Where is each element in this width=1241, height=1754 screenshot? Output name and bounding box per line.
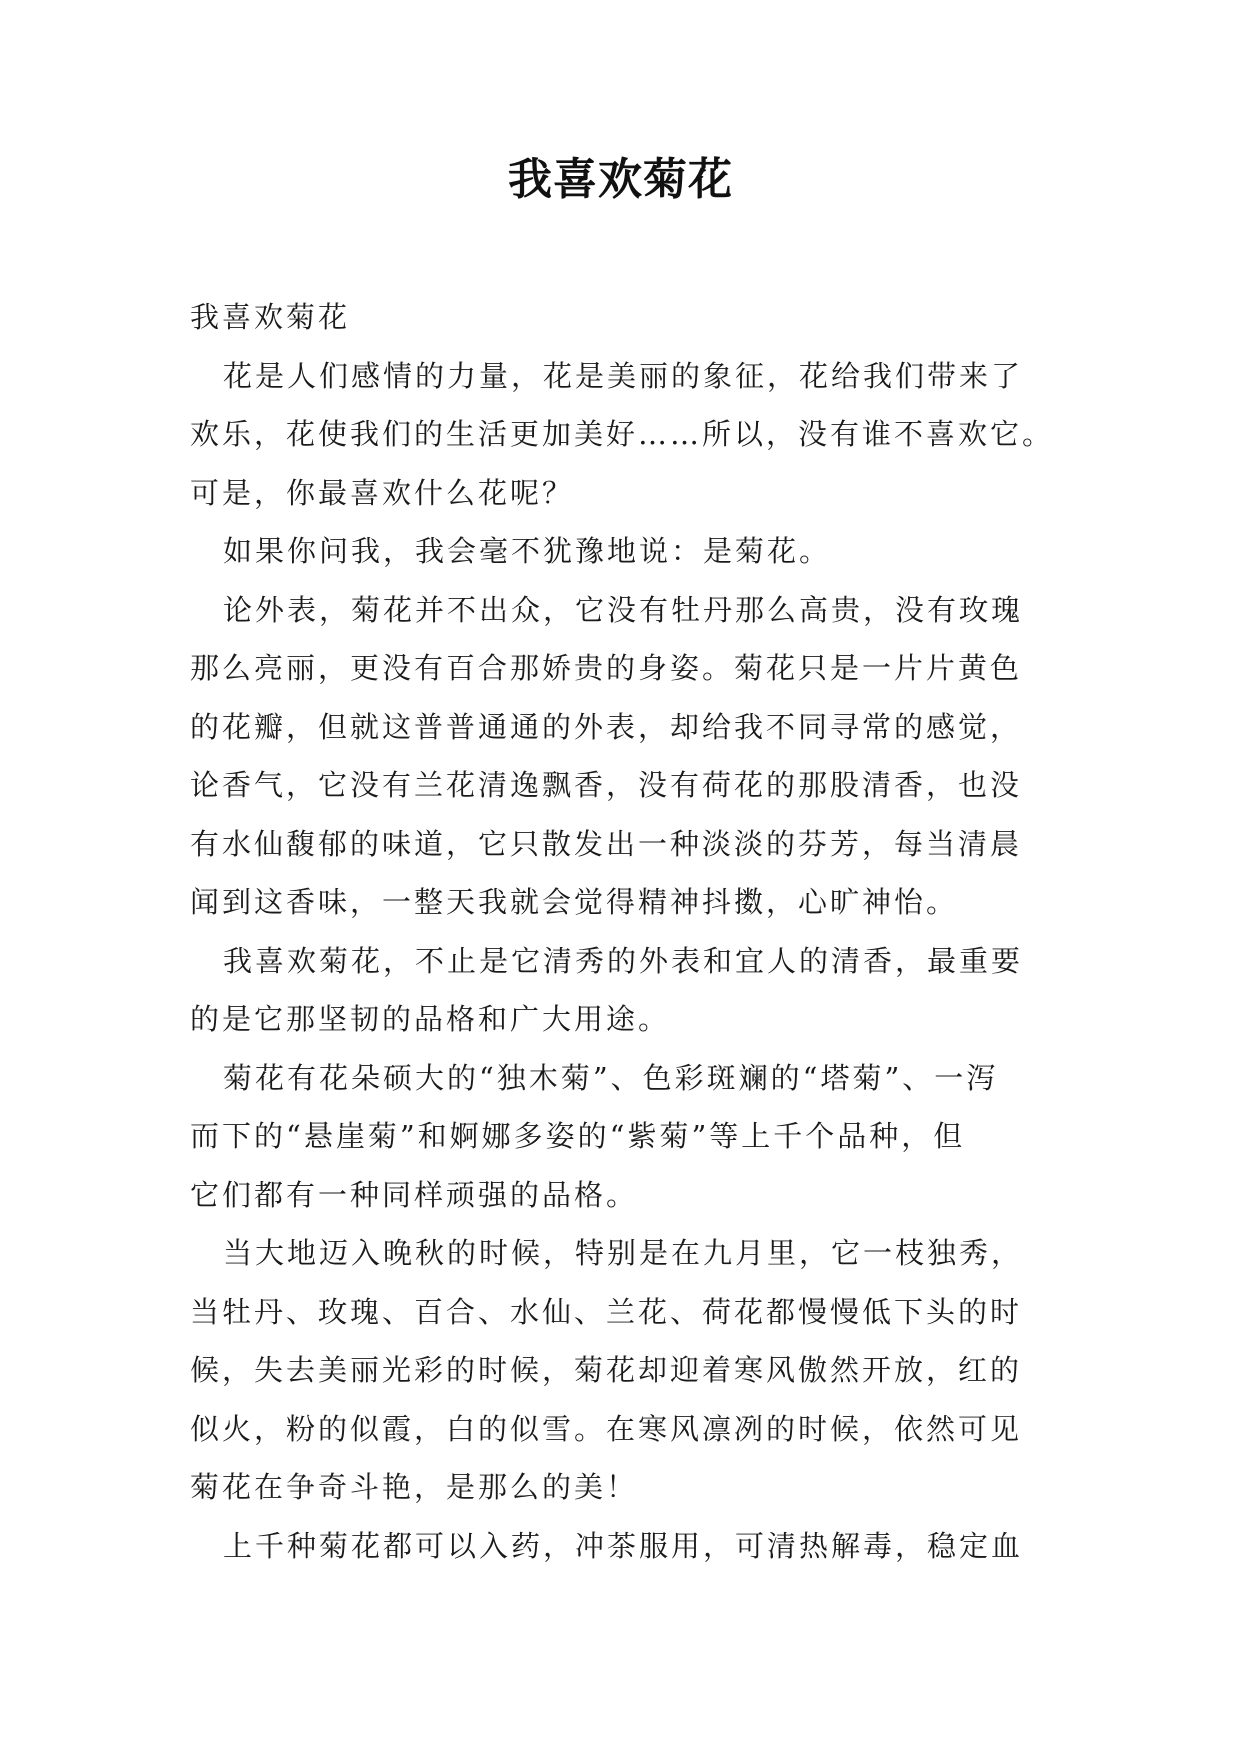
text-line: 那么亮丽，更没有百合那娇贵的身姿。菊花只是一片片黄色 <box>190 651 1023 685</box>
text-line: 菊花有花朵硕大的“独木菊”、色彩斑斓的“塔菊”、一泻 <box>223 1060 999 1095</box>
text-line: 它们都有一种同样顽强的品格。 <box>190 1177 639 1212</box>
text-line: 菊花在争奇斗艳，是那么的美！ <box>190 1470 639 1504</box>
text-line: 我喜欢菊花，不止是它清秀的外表和宜人的清香，最重要 <box>223 943 1024 978</box>
text-line: 的是它那坚韧的品格和广大用途。 <box>190 1002 671 1036</box>
text-line: 有水仙馥郁的味道，它只散发出一种淡淡的芬芳，每当清晨 <box>190 826 1023 861</box>
document-title: 我喜欢菊花 <box>508 154 733 205</box>
text-line: 可是，你最喜欢什么花呢？ <box>190 475 575 510</box>
text-line: 欢乐，花使我们的生活更加美好……所以，没有谁不喜欢它。 <box>190 417 1055 451</box>
text-line: 的花瓣，但就这普普通通的外表，却给我不同寻常的感觉， <box>190 709 1023 744</box>
text-line: 花是人们感情的力量，花是美丽的象征，花给我们带来了 <box>223 358 1024 393</box>
text-line: 候，失去美丽光彩的时候，菊花却迎着寒风傲然开放，红的 <box>190 1353 1023 1387</box>
text-line: 如果你问我，我会毫不犹豫地说：是菊花。 <box>223 534 832 568</box>
text-line: 而下的“悬崖菊”和婀娜多姿的“紫菊”等上千个品种，但 <box>190 1119 966 1153</box>
text-line: 我喜欢菊花 <box>190 300 351 334</box>
text-line: 闻到这香味，一整天我就会觉得精神抖擞，心旷神怡。 <box>190 885 959 919</box>
text-line: 上千种菊花都可以入药，冲茶服用，可清热解毒，稳定血 <box>223 1528 1024 1563</box>
text-line: 论香气，它没有兰花清逸飘香，没有荷花的那股清香，也没 <box>190 768 1023 802</box>
text-line: 似火，粉的似霞，白的似雪。在寒风凛冽的时候，依然可见 <box>190 1411 1023 1446</box>
text-line: 论外表，菊花并不出众，它没有牡丹那么高贵，没有玫瑰 <box>223 592 1024 627</box>
document-body <box>190 288 1060 1575</box>
text-line: 当牡丹、玫瑰、百合、水仙、兰花、荷花都慢慢低下头的时 <box>190 1294 1023 1329</box>
text-line: 当大地迈入晚秋的时候，特别是在九月里，它一枝独秀， <box>223 1236 1024 1270</box>
